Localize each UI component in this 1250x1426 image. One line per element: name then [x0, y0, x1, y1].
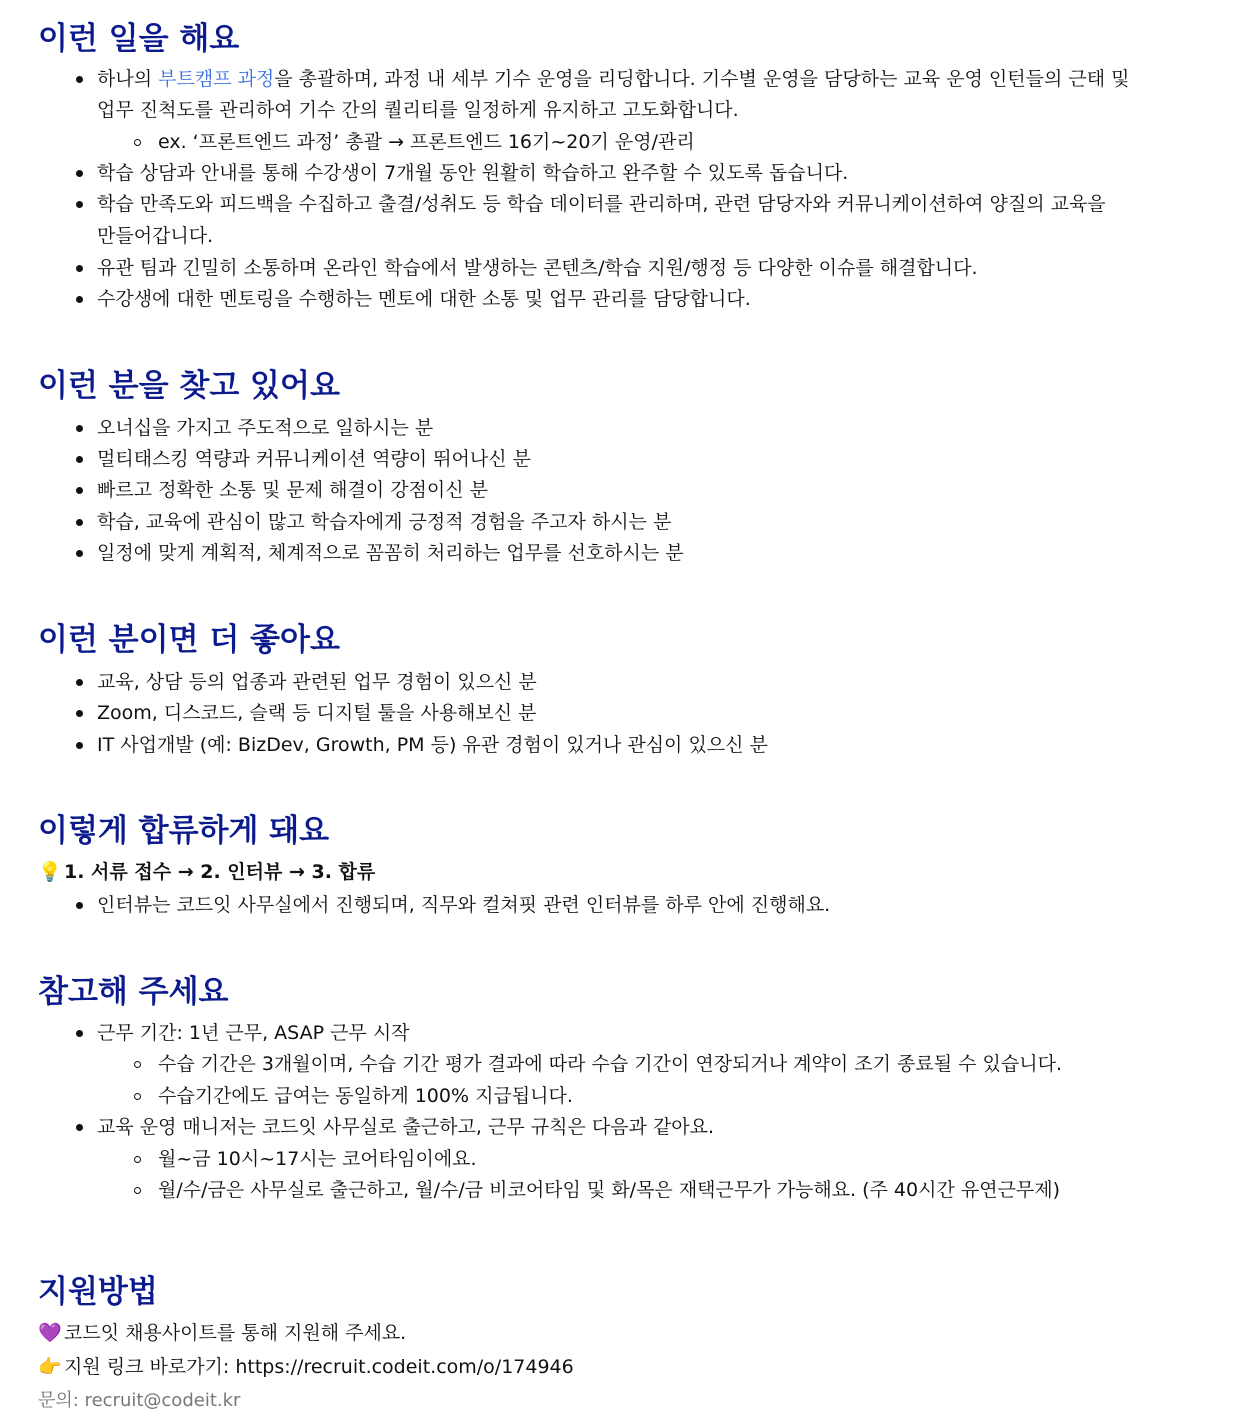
list-item: 일정에 맞게 계획적, 체계적으로 꼼꼼히 처리하는 업무를 선호하시는 분: [97, 542, 684, 564]
bullet-icon: [76, 1124, 83, 1131]
section-title-notes: 참고해 주세요: [38, 974, 229, 1010]
sub-bullet-icon: [134, 1061, 141, 1068]
section-title-who-we-look-for: 이런 분을 찾고 있어요: [38, 368, 340, 404]
lightbulb-icon: 💡: [38, 861, 62, 883]
bullet-icon: [76, 265, 83, 272]
bullet-icon: [76, 487, 83, 494]
list-item: 하나의 부트캠프 과정을 총괄하며, 과정 내 세부 기수 운영을 리딩합니다. 기수별 운영을 담당하는 교육 운영 인턴들의 근태 및: [97, 68, 1130, 90]
section-title-hiring-process: 이렇게 합류하게 돼요: [38, 813, 330, 849]
hiring-process-steps: 💡 1. 서류 접수 → 2. 인터뷰 → 3. 합류: [38, 858, 375, 886]
list-item: 빠르고 정확한 소통 및 문제 해결이 강점이신 분: [97, 479, 489, 501]
bullet-icon: [76, 710, 83, 717]
list-item: 멀티태스킹 역량과 커뮤니케이션 역량이 뛰어나신 분: [97, 448, 531, 470]
section-title-what-you-do: 이런 일을 해요: [38, 21, 240, 57]
list-item: 학습 만족도와 피드백을 수집하고 출결/성취도 등 학습 데이터를 관리하며, 관련 담당자와 커뮤니케이션하여 양질의 교육을: [97, 193, 1106, 215]
sub-bullet-icon: [134, 1093, 141, 1100]
bullet-icon: [76, 742, 83, 749]
bullet-icon: [76, 170, 83, 177]
sub-bullet-icon: [134, 139, 141, 146]
list-item: 오너십을 가지고 주도적으로 일하시는 분: [97, 417, 434, 439]
bullet-icon: [76, 550, 83, 557]
sub-list-item: 월~금 10시~17시는 코어타임이에요.: [158, 1148, 477, 1170]
bullet-icon: [76, 519, 83, 526]
bullet-icon: [76, 679, 83, 686]
sub-list-item: 월/수/금은 사무실로 출근하고, 월/수/금 비코어타임 및 화/목은 재택근무가 가능해요. (주 40시간 유연근무제): [158, 1179, 1061, 1201]
apply-via-site-line: 💜 코드잇 채용사이트를 통해 지원해 주세요.: [38, 1319, 406, 1347]
list-item-continuation: 만들어갑니다.: [97, 225, 214, 247]
sub-list-item: 수습기간에도 급여는 동일하게 100% 지급됩니다.: [158, 1085, 573, 1107]
section-title-preferred: 이런 분이면 더 좋아요: [38, 622, 340, 658]
pointing-hand-icon: 👉: [38, 1356, 62, 1378]
purple-heart-icon: 💜: [38, 1322, 62, 1344]
list-item: 인터뷰는 코드잇 사무실에서 진행되며, 직무와 컬쳐핏 관련 인터뷰를 하루 안에 진행해요.: [97, 894, 831, 916]
list-item: 학습, 교육에 관심이 많고 학습자에게 긍정적 경험을 주고자 하시는 분: [97, 511, 672, 533]
list-item: 유관 팀과 긴밀히 소통하며 온라인 학습에서 발생하는 콘텐츠/학습 지원/행정 등 다양한 이슈를 해결합니다.: [97, 257, 978, 279]
sub-list-item: 수습 기간은 3개월이며, 수습 기간 평가 결과에 따라 수습 기간이 연장되거나 계약이 조기 종료될 수 있습니다.: [158, 1053, 1062, 1075]
sub-bullet-icon: [134, 1156, 141, 1163]
sub-bullet-icon: [134, 1187, 141, 1194]
bullet-icon: [76, 902, 83, 909]
bullet-icon: [76, 1030, 83, 1037]
bullet-icon: [76, 425, 83, 432]
contact-email[interactable]: 문의: recruit@codeit.kr: [38, 1390, 241, 1411]
bootcamp-link[interactable]: 부트캠프 과정: [158, 68, 275, 90]
section-title-how-to-apply: 지원방법: [38, 1274, 158, 1310]
sub-list-item: ex. ‘프론트엔드 과정’ 총괄 → 프론트엔드 16기~20기 운영/관리: [158, 131, 695, 153]
apply-link-line[interactable]: [38, 1353, 574, 1381]
list-item: IT 사업개발 (예: BizDev, Growth, PM 등) 유관 경험이 있거나 관심이 있으신 분: [97, 734, 768, 756]
bullet-icon: [76, 456, 83, 463]
list-item: 근무 기간: 1년 근무, ASAP 근무 시작: [97, 1022, 410, 1044]
bullet-icon: [76, 76, 83, 83]
list-item: 교육, 상담 등의 업종과 관련된 업무 경험이 있으신 분: [97, 671, 537, 693]
list-item: 학습 상담과 안내를 통해 수강생이 7개월 동안 원활히 학습하고 완주할 수 있도록 돕습니다.: [97, 162, 849, 184]
list-item: 교육 운영 매니저는 코드잇 사무실로 출근하고, 근무 규칙은 다음과 같아요.: [97, 1116, 715, 1138]
list-item: 수강생에 대한 멘토링을 수행하는 멘토에 대한 소통 및 업무 관리를 담당합니다.: [97, 288, 751, 310]
bullet-icon: [76, 201, 83, 208]
list-item: Zoom, 디스코드, 슬랙 등 디지털 툴을 사용해보신 분: [97, 702, 537, 724]
apply-link[interactable]: 지원 링크 바로가기: https://recruit.codeit.com/o/174946: [64, 1356, 574, 1378]
bullet-icon: [76, 296, 83, 303]
list-item-continuation: 업무 진척도를 관리하여 기수 간의 퀄리티를 일정하게 유지하고 고도화합니다.: [97, 99, 739, 121]
